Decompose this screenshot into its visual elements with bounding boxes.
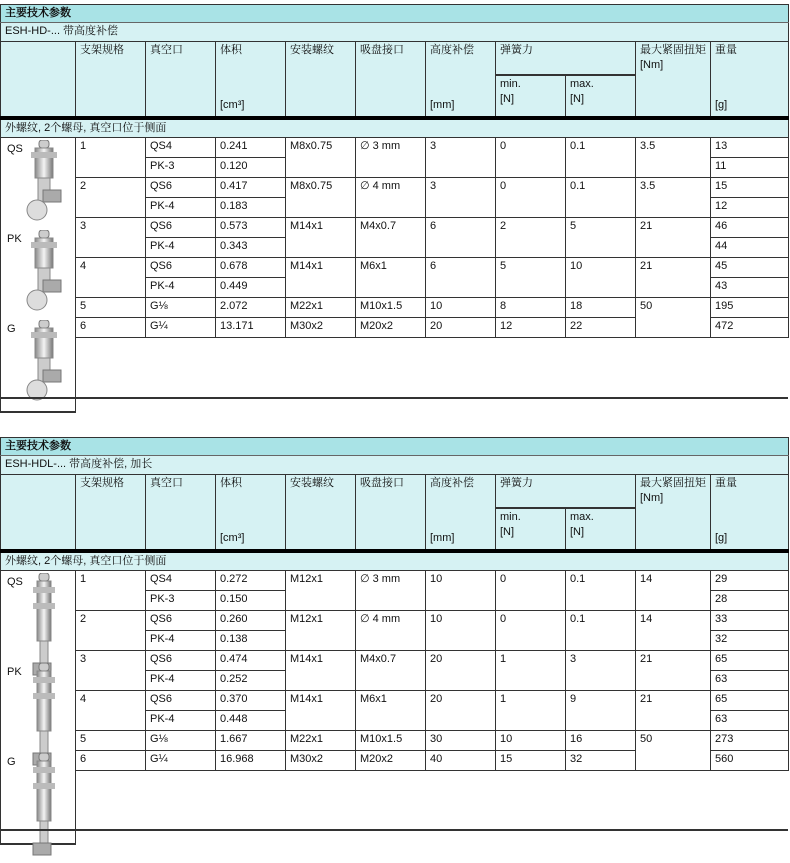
cell-cup-connection: M20x2 (356, 318, 426, 338)
cell-mount-thread: M14x1 (286, 218, 356, 258)
filler-cell (76, 338, 146, 413)
cell-mount-thread: M14x1 (286, 691, 356, 731)
cell-vacuum-port: PK-4 (146, 631, 216, 651)
header-torque-label: 最大紧固扭矩 (640, 44, 706, 56)
cell-volume: 0.343 (216, 238, 286, 258)
header-weight (711, 475, 789, 552)
filler-cell (146, 771, 216, 845)
cell-spring-min: 15 (496, 751, 566, 771)
table-row (1, 218, 789, 238)
header-weight-label: 重量 (715, 477, 737, 489)
cell-spring-max: 9 (566, 691, 636, 731)
cell-height-comp: 3 (426, 138, 496, 178)
cell-weight: 11 (711, 158, 789, 178)
cell-weight: 44 (711, 238, 789, 258)
cell-spring-max: 5 (566, 218, 636, 258)
cell-weight: 15 (711, 178, 789, 198)
cell-vacuum-port: PK-4 (146, 198, 216, 218)
cell-height-comp: 20 (426, 691, 496, 731)
filler-cell (636, 771, 711, 845)
cell-volume: 0.417 (216, 178, 286, 198)
cell-cup-connection: M20x2 (356, 751, 426, 771)
cell-volume: 0.474 (216, 651, 286, 671)
cell-volume: 1.667 (216, 731, 286, 751)
cell-volume: 0.449 (216, 278, 286, 298)
header-height-unit: [mm] (430, 532, 455, 544)
product-image-column (1, 138, 76, 413)
filler-cell (711, 771, 789, 845)
header-cup-connection: 吸盘接口 (356, 475, 426, 552)
table-1-bottom-border (0, 397, 788, 399)
cell-volume: 16.968 (216, 751, 286, 771)
cell-size: 4 (76, 258, 146, 298)
header-torque (636, 42, 711, 119)
cell-volume: 0.241 (216, 138, 286, 158)
cell-vacuum-port: QS6 (146, 611, 216, 631)
cell-spring-max: 18 (566, 298, 636, 318)
cell-cup-connection: ∅ 4 mm (356, 178, 426, 218)
spec-table-1 (0, 4, 789, 413)
cell-volume: 0.120 (216, 158, 286, 178)
cell-size: 4 (76, 691, 146, 731)
header-blank (1, 475, 76, 552)
cell-vacuum-port: QS6 (146, 691, 216, 711)
cell-cup-connection: M10x1.5 (356, 298, 426, 318)
cell-vacuum-port: G¼ (146, 751, 216, 771)
filler-cell (426, 338, 496, 413)
cell-mount-thread: M22x1 (286, 731, 356, 751)
cell-cup-connection: M6x1 (356, 691, 426, 731)
header-min-unit: [N] (500, 526, 515, 538)
header-cup-connection: 吸盘接口 (356, 42, 426, 119)
header-max (566, 508, 636, 551)
filler-cell (146, 338, 216, 413)
header-torque-label: 最大紧固扭矩 (640, 477, 706, 489)
cell-volume: 0.678 (216, 258, 286, 278)
cell-mount-thread: M8x0.75 (286, 138, 356, 178)
header-weight-label: 重量 (715, 44, 737, 56)
cell-torque: 21 (636, 691, 711, 731)
cell-size: 2 (76, 178, 146, 218)
filler-cell (711, 338, 789, 413)
header-volume-unit: [cm³] (220, 532, 245, 544)
cell-spring-min: 5 (496, 258, 566, 298)
cell-spring-min: 0 (496, 571, 566, 611)
header-torque (636, 475, 711, 552)
image-label-g: G (7, 756, 16, 768)
table-row (1, 611, 789, 631)
cell-size: 6 (76, 751, 146, 771)
table-subtitle: ESH-HDL-... 带高度补偿, 加长 (1, 456, 789, 475)
cell-height-comp: 10 (426, 571, 496, 611)
cell-weight: 63 (711, 711, 789, 731)
cell-torque: 50 (636, 731, 711, 771)
filler-cell (76, 771, 146, 845)
cell-spring-min: 0 (496, 138, 566, 178)
cell-torque: 14 (636, 611, 711, 651)
filler-cell (356, 771, 426, 845)
cell-height-comp: 30 (426, 731, 496, 751)
cell-weight: 65 (711, 651, 789, 671)
header-vacuum-port: 真空口 (146, 42, 216, 119)
cell-height-comp: 6 (426, 218, 496, 258)
header-min (496, 508, 566, 551)
cell-vacuum-port: PK-4 (146, 711, 216, 731)
cell-weight: 32 (711, 631, 789, 651)
cell-mount-thread: M22x1 (286, 298, 356, 318)
cell-weight: 63 (711, 671, 789, 691)
table-subtitle: ESH-HD-... 带高度补偿 (1, 23, 789, 42)
header-height-label: 高度补偿 (430, 477, 474, 489)
header-mount-thread: 安装螺纹 (286, 42, 356, 119)
cell-cup-connection: M10x1.5 (356, 731, 426, 751)
cell-height-comp: 6 (426, 258, 496, 298)
cell-volume: 0.260 (216, 611, 286, 631)
cell-size: 2 (76, 611, 146, 651)
cell-size: 5 (76, 298, 146, 318)
cell-cup-connection: M6x1 (356, 258, 426, 298)
filler-cell (566, 338, 636, 413)
cell-spring-min: 12 (496, 318, 566, 338)
header-blank (1, 42, 76, 119)
cell-volume: 0.183 (216, 198, 286, 218)
cell-spring-min: 2 (496, 218, 566, 258)
cell-spring-min: 1 (496, 651, 566, 691)
section-heading: 外螺纹, 2个螺母, 真空口位于侧面 (1, 551, 789, 571)
cell-weight: 560 (711, 751, 789, 771)
header-size: 支架规格 (76, 42, 146, 119)
cell-weight: 29 (711, 571, 789, 591)
header-spring-force: 弹簧力 (496, 475, 636, 509)
cell-vacuum-port: PK-4 (146, 278, 216, 298)
product-image (25, 320, 65, 430)
header-min-label: min. (500, 78, 521, 90)
table-title: 主要技术参数 (1, 5, 789, 23)
header-torque-unit: [Nm] (640, 492, 664, 504)
product-image (25, 753, 65, 863)
cell-mount-thread: M8x0.75 (286, 178, 356, 218)
cell-weight: 12 (711, 198, 789, 218)
image-label-qs: QS (7, 576, 23, 588)
cell-spring-min: 0 (496, 178, 566, 218)
cell-spring-max: 0.1 (566, 571, 636, 611)
table-row (1, 731, 789, 751)
cell-weight: 43 (711, 278, 789, 298)
cell-cup-connection: ∅ 3 mm (356, 138, 426, 178)
table-row (1, 178, 789, 198)
cell-height-comp: 20 (426, 318, 496, 338)
filler-cell (216, 338, 286, 413)
cell-height-comp: 3 (426, 178, 496, 218)
cell-mount-thread: M30x2 (286, 751, 356, 771)
cell-volume: 0.370 (216, 691, 286, 711)
header-volume-label: 体积 (220, 477, 242, 489)
cell-vacuum-port: G⅛ (146, 298, 216, 318)
cell-size: 6 (76, 318, 146, 338)
cell-weight: 46 (711, 218, 789, 238)
filler-cell (566, 771, 636, 845)
cell-weight: 33 (711, 611, 789, 631)
cell-weight: 28 (711, 591, 789, 611)
filler-cell (426, 771, 496, 845)
cell-volume: 0.252 (216, 671, 286, 691)
table-row (1, 571, 789, 591)
cell-vacuum-port: PK-3 (146, 591, 216, 611)
cell-spring-max: 32 (566, 751, 636, 771)
header-volume (216, 42, 286, 119)
table-row (1, 258, 789, 278)
cell-size: 3 (76, 218, 146, 258)
cell-vacuum-port: PK-3 (146, 158, 216, 178)
cell-spring-max: 0.1 (566, 178, 636, 218)
filler-cell (636, 338, 711, 413)
header-max (566, 75, 636, 118)
cell-mount-thread: M14x1 (286, 651, 356, 691)
table-2-bottom-border (0, 829, 788, 831)
filler-cell (216, 771, 286, 845)
cell-volume: 2.072 (216, 298, 286, 318)
cell-torque: 3.5 (636, 138, 711, 178)
table-row (1, 651, 789, 671)
header-min (496, 75, 566, 118)
cell-torque: 21 (636, 258, 711, 298)
cell-volume: 0.272 (216, 571, 286, 591)
table-title: 主要技术参数 (1, 438, 789, 456)
filler-cell (286, 771, 356, 845)
cell-volume: 0.138 (216, 631, 286, 651)
cell-vacuum-port: PK-4 (146, 238, 216, 258)
cell-vacuum-port: QS4 (146, 571, 216, 591)
header-height-comp (426, 42, 496, 119)
header-weight-unit: [g] (715, 99, 728, 111)
header-max-label: max. (570, 78, 594, 90)
header-min-unit: [N] (500, 93, 515, 105)
cell-mount-thread: M14x1 (286, 258, 356, 298)
header-weight (711, 42, 789, 119)
filler-cell (496, 338, 566, 413)
cell-cup-connection: M4x0.7 (356, 651, 426, 691)
cell-mount-thread: M12x1 (286, 571, 356, 611)
cell-spring-min: 8 (496, 298, 566, 318)
cell-size: 3 (76, 651, 146, 691)
cell-vacuum-port: G¼ (146, 318, 216, 338)
cell-spring-min: 10 (496, 731, 566, 751)
cell-vacuum-port: QS6 (146, 218, 216, 238)
header-vacuum-port: 真空口 (146, 475, 216, 552)
cell-spring-max: 0.1 (566, 611, 636, 651)
cell-torque: 21 (636, 218, 711, 258)
header-height-unit: [mm] (430, 99, 455, 111)
cell-vacuum-port: QS6 (146, 651, 216, 671)
cell-weight: 13 (711, 138, 789, 158)
cell-height-comp: 10 (426, 298, 496, 318)
cell-volume: 0.573 (216, 218, 286, 238)
cell-size: 1 (76, 138, 146, 178)
header-volume (216, 475, 286, 552)
spec-table-2 (0, 437, 789, 845)
cell-volume: 13.171 (216, 318, 286, 338)
header-min-label: min. (500, 511, 521, 523)
header-max-label: max. (570, 511, 594, 523)
cell-spring-max: 10 (566, 258, 636, 298)
table-row (1, 691, 789, 711)
cell-size: 5 (76, 731, 146, 751)
header-height-comp (426, 475, 496, 552)
image-label-pk: PK (7, 233, 22, 245)
cell-size: 1 (76, 571, 146, 611)
header-weight-unit: [g] (715, 532, 728, 544)
cell-cup-connection: ∅ 3 mm (356, 571, 426, 611)
cell-height-comp: 20 (426, 651, 496, 691)
cell-vacuum-port: G⅛ (146, 731, 216, 751)
cell-cup-connection: ∅ 4 mm (356, 611, 426, 651)
cell-vacuum-port: QS6 (146, 178, 216, 198)
header-volume-label: 体积 (220, 44, 242, 56)
cell-volume: 0.150 (216, 591, 286, 611)
cell-spring-min: 0 (496, 611, 566, 651)
cell-vacuum-port: QS6 (146, 258, 216, 278)
cell-spring-max: 3 (566, 651, 636, 691)
header-torque-unit: [Nm] (640, 59, 664, 71)
cell-weight: 195 (711, 298, 789, 318)
table-row (1, 138, 789, 158)
cell-torque: 3.5 (636, 178, 711, 218)
cell-weight: 273 (711, 731, 789, 751)
cell-height-comp: 40 (426, 751, 496, 771)
cell-spring-min: 1 (496, 691, 566, 731)
header-spring-force: 弹簧力 (496, 42, 636, 76)
cell-spring-max: 16 (566, 731, 636, 751)
cell-vacuum-port: QS4 (146, 138, 216, 158)
cell-weight: 472 (711, 318, 789, 338)
header-height-label: 高度补偿 (430, 44, 474, 56)
filler-cell (496, 771, 566, 845)
table-row (1, 298, 789, 318)
cell-torque: 50 (636, 298, 711, 338)
header-max-unit: [N] (570, 93, 585, 105)
section-heading: 外螺纹, 2个螺母, 真空口位于侧面 (1, 118, 789, 138)
cell-spring-max: 22 (566, 318, 636, 338)
image-label-g: G (7, 323, 16, 335)
filler-cell (286, 338, 356, 413)
cell-volume: 0.448 (216, 711, 286, 731)
image-label-pk: PK (7, 666, 22, 678)
cell-torque: 21 (636, 651, 711, 691)
cell-height-comp: 10 (426, 611, 496, 651)
header-volume-unit: [cm³] (220, 99, 245, 111)
header-mount-thread: 安装螺纹 (286, 475, 356, 552)
cell-mount-thread: M30x2 (286, 318, 356, 338)
image-label-qs: QS (7, 143, 23, 155)
cell-spring-max: 0.1 (566, 138, 636, 178)
header-max-unit: [N] (570, 526, 585, 538)
filler-cell (356, 338, 426, 413)
cell-cup-connection: M4x0.7 (356, 218, 426, 258)
header-size: 支架规格 (76, 475, 146, 552)
cell-torque: 14 (636, 571, 711, 611)
cell-vacuum-port: PK-4 (146, 671, 216, 691)
product-image-column (1, 571, 76, 845)
cell-weight: 45 (711, 258, 789, 278)
cell-weight: 65 (711, 691, 789, 711)
cell-mount-thread: M12x1 (286, 611, 356, 651)
